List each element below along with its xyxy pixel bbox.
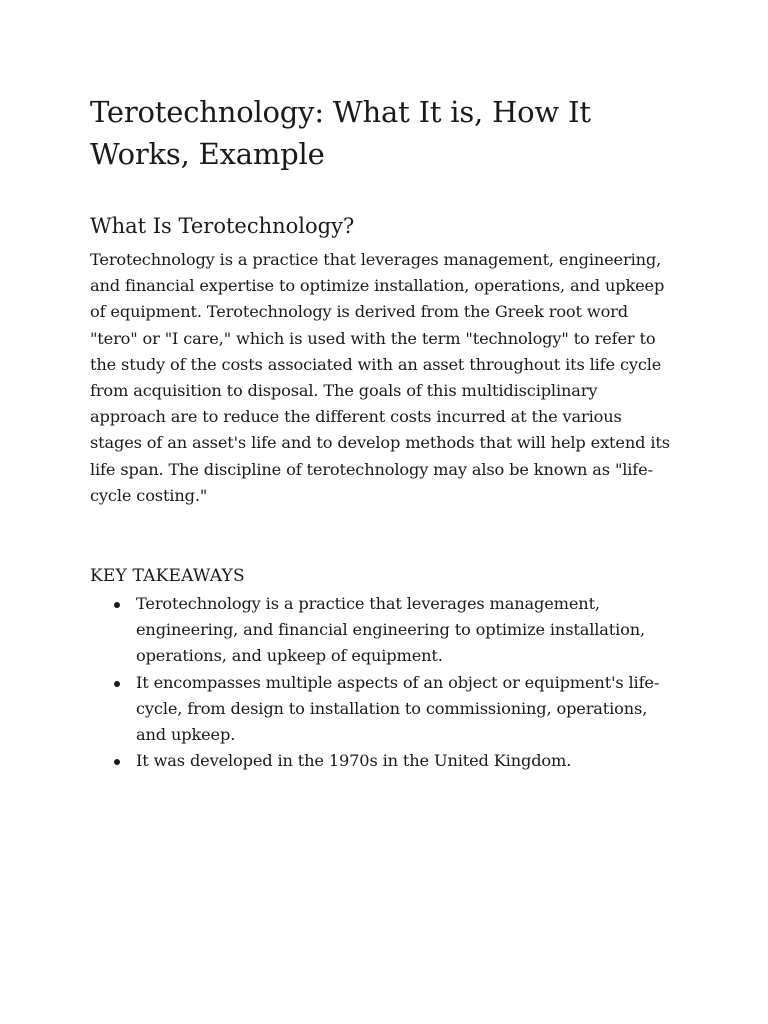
bullet-icon <box>114 759 120 765</box>
key-takeaways-heading: KEY TAKEAWAYS <box>90 566 245 587</box>
bullet-icon <box>114 602 120 608</box>
list-item <box>90 591 678 670</box>
page-title: Terotechnology: What It is, How It Works, Example <box>90 95 591 171</box>
section-heading: What Is Terotechnology? <box>90 214 355 238</box>
body-paragraph: Terotechnology is a practice that leverages management, engineering, and financial expertise to optimize installation, operations, and upkeep of equipment. Terotechnology is derived from the Greek root word "tero" or "I care," which is used with the term "technology" to refer to the study of the costs associated with an asset throughout its life cycle from acquisition to disposal. The goals of this multidisciplinary approach are to reduce the different costs incurred at the various stages of an asset's life and to develop methods that will help extend its life span. The discipline of terotechnology may also be known as "life-cycle costing." <box>90 250 670 505</box>
list-item <box>90 670 678 749</box>
list-item-text: Terotechnology is a practice that leverages management, engineering, and financial engineering to optimize installation, operations, and upkeep of equipment. <box>136 594 646 666</box>
list-item-text: It encompasses multiple aspects of an object or equipment's life-cycle, from design to installation to commissioning, operations, and upkeep. <box>136 672 660 745</box>
bullet-icon <box>114 681 120 687</box>
key-takeaways-list <box>90 591 678 774</box>
list-item <box>90 748 678 774</box>
list-item-text: It was developed in the 1970s in the United Kingdom. <box>136 751 572 771</box>
